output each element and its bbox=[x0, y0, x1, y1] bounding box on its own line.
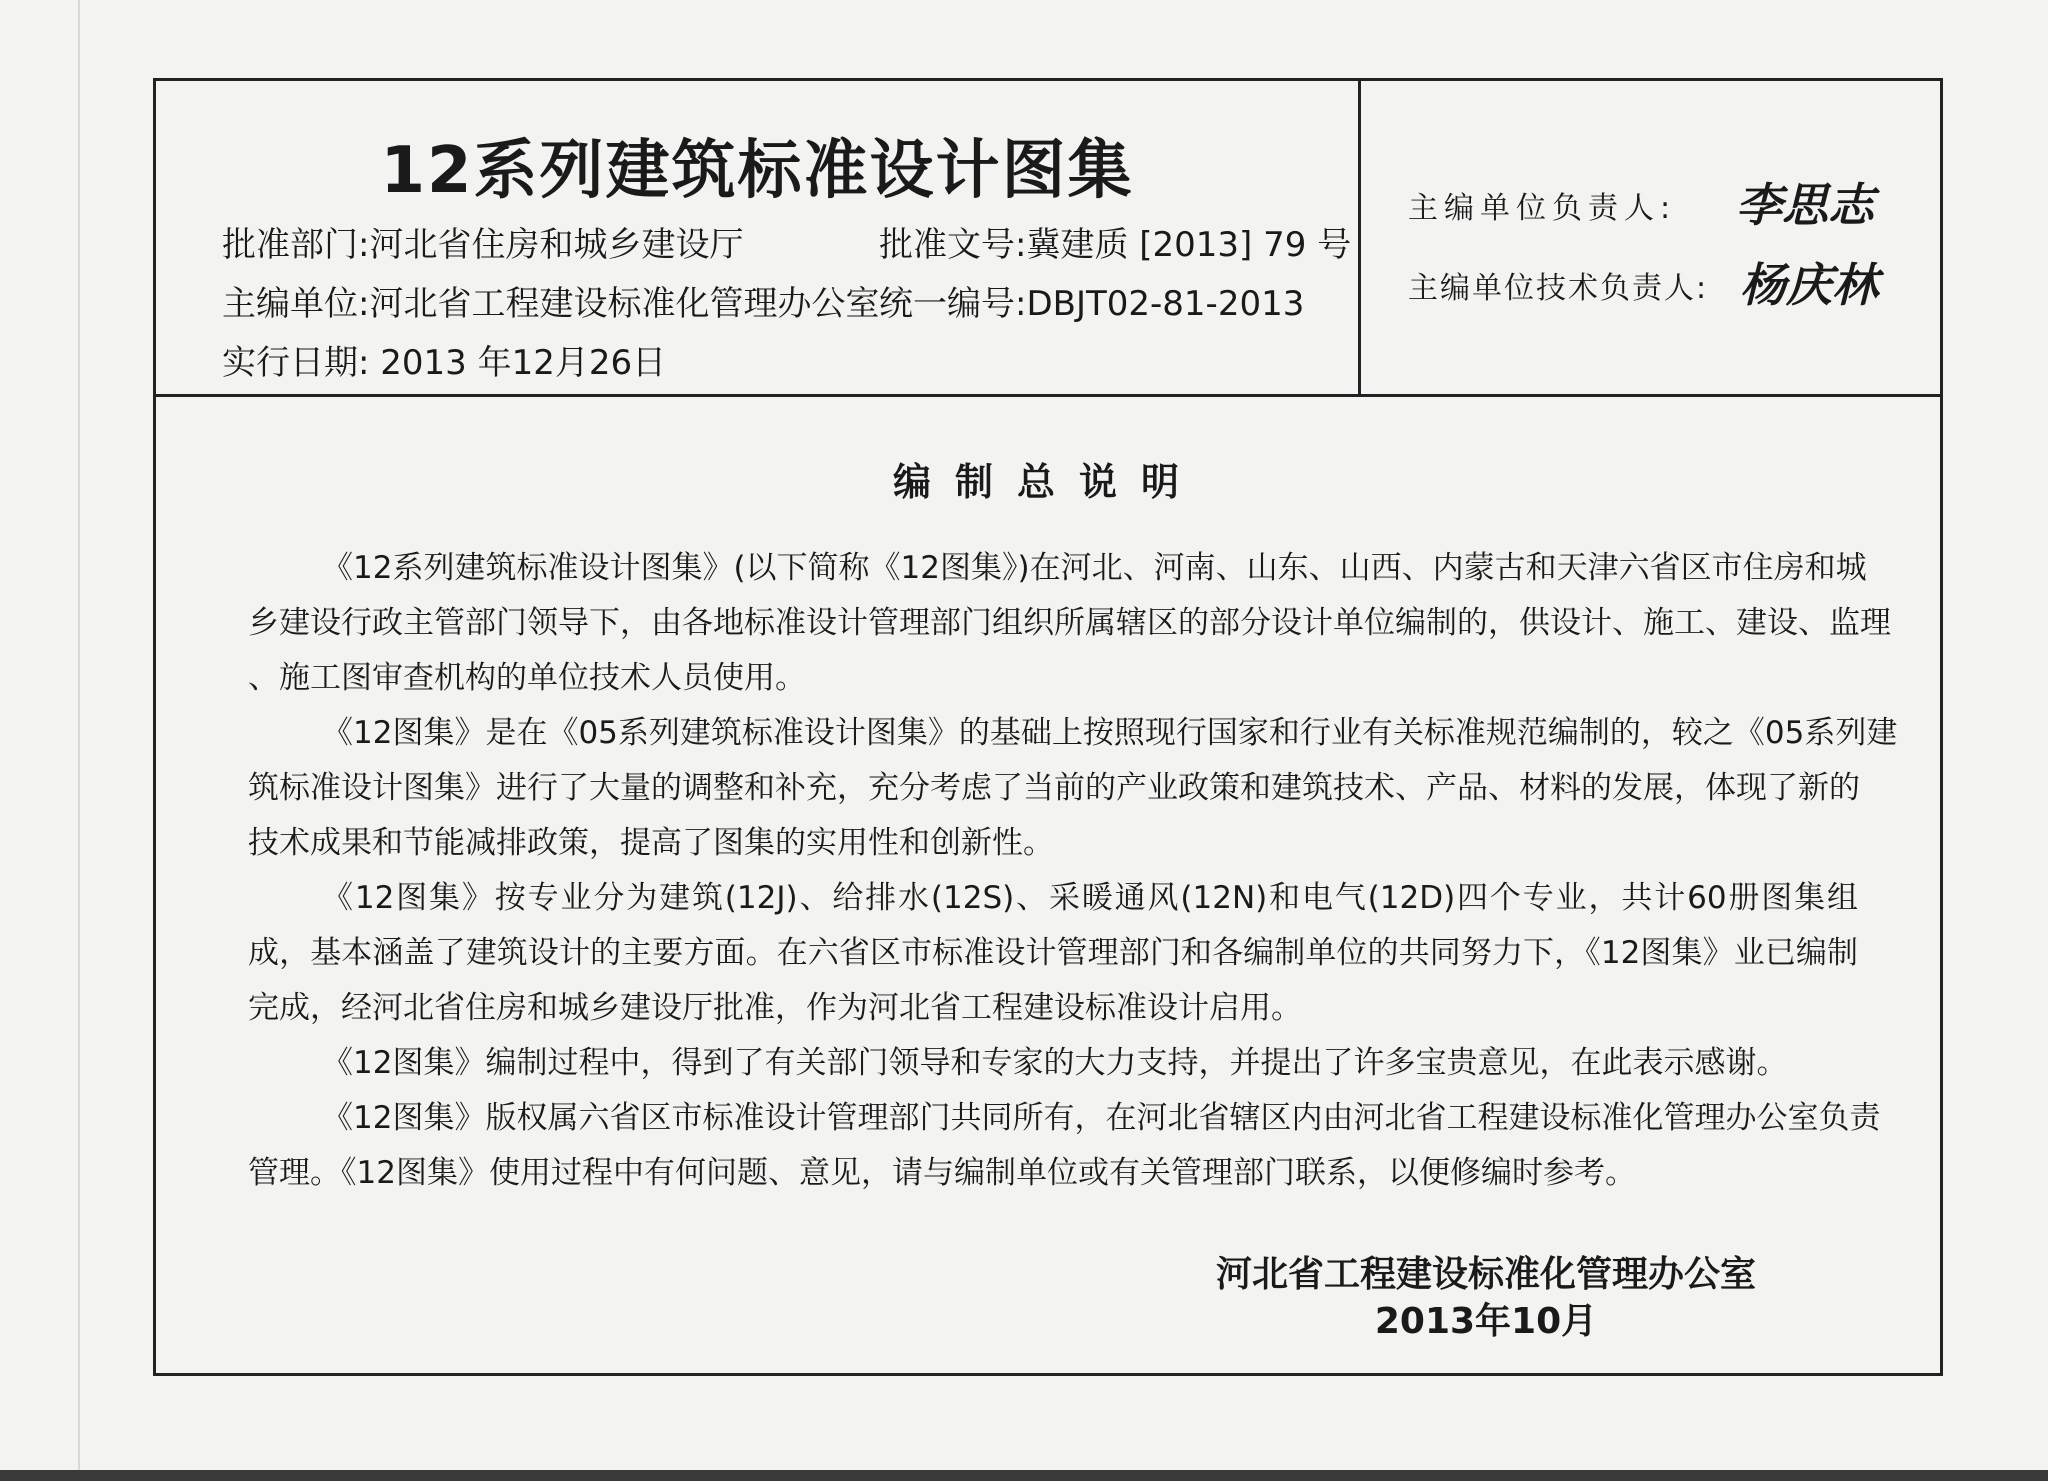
paragraph-line: 《12图集》版权属六省区市标准设计管理部门共同所有，在河北省辖区内由河北省工程建设标准化管理办公室负责 bbox=[322, 1100, 1881, 1136]
paragraph-line: 《12图集》按专业分为建筑(12J)、给排水(12S)、采暖通风(12N)和电气(12D)四个专业，共计60册图集组 bbox=[322, 880, 1858, 916]
paragraph-line: 筑标准设计图集》进行了大量的调整和补充，充分考虑了当前的产业政策和建筑技术、产品、材料的发展，体现了新的 bbox=[248, 770, 1860, 806]
approval-dept: 批准部门:河北省住房和城乡建设厅 bbox=[222, 225, 744, 265]
paragraph-line: 成，基本涵盖了建筑设计的主要方面。在六省区市标准设计管理部门和各编制单位的共同努力下，《12图集》业已编制 bbox=[248, 935, 1858, 971]
section-heading: 编制总说明 bbox=[892, 460, 1203, 504]
paragraph-line: 、施工图审查机构的单位技术人员使用。 bbox=[248, 660, 806, 696]
tech-head-label: 主编单位技术负责人: bbox=[1408, 271, 1709, 306]
unit-head-label: 主编单位负责人: bbox=[1408, 191, 1677, 226]
paragraph-line: 乡建设行政主管部门领导下，由各地标准设计管理部门组织所属辖区的部分设计单位编制的，供设计、施工、建设、监理 bbox=[248, 605, 1891, 641]
editor-unit: 主编单位:河北省工程建设标准化管理办公室 bbox=[222, 284, 880, 324]
page-edge bbox=[78, 0, 80, 1481]
paragraph bbox=[248, 541, 1891, 706]
divider-horizontal bbox=[156, 394, 1940, 397]
paragraph-line: 完成，经河北省住房和城乡建设厅批准，作为河北省工程建设标准设计启用。 bbox=[248, 990, 1302, 1026]
paragraph-line: 《12图集》编制过程中，得到了有关部门领导和专家的大力支持，并提出了许多宝贵意见，在此表示感谢。 bbox=[322, 1045, 1788, 1081]
paragraph-line: 管理。《12图集》使用过程中有何问题、意见，请与编制单位或有关管理部门联系，以便修编时参考。 bbox=[248, 1155, 1636, 1191]
explanation-body bbox=[248, 541, 1898, 1201]
signoff-date: 2013年10月 bbox=[1374, 1301, 1598, 1342]
unit-head-signature: 李思志 bbox=[1736, 178, 1874, 232]
approval-doc-number: 批准文号:冀建质 [2013] 79 号 bbox=[879, 225, 1352, 265]
effective-date: 实行日期: 2013 年12月26日 bbox=[222, 343, 667, 383]
paragraph-line: 技术成果和节能减排政策，提高了图集的实用性和创新性。 bbox=[248, 825, 1054, 861]
paragraph-line: 《12图集》是在《05系列建筑标准设计图集》的基础上按照现行国家和行业有关标准规范编制的，较之《05系列建 bbox=[322, 715, 1898, 751]
divider-vertical bbox=[1358, 81, 1361, 397]
unified-number: 统一编号:DBJT02-81-2013 bbox=[879, 284, 1305, 324]
signoff-org: 河北省工程建设标准化管理办公室 bbox=[1215, 1254, 1756, 1295]
paragraph bbox=[248, 706, 1898, 871]
paragraph bbox=[248, 1091, 1881, 1201]
document-title: 12系列建筑标准设计图集 bbox=[380, 134, 1134, 208]
paragraph-line: 《12系列建筑标准设计图集》(以下简称《12图集》)在河北、河南、山东、山西、内蒙古和天津六省区市住房和城 bbox=[322, 550, 1867, 586]
tech-head-signature: 杨庆林 bbox=[1740, 258, 1878, 312]
scan-edge bbox=[0, 1470, 2048, 1481]
document-frame bbox=[153, 78, 1943, 1376]
paragraph bbox=[248, 1036, 1858, 1091]
paragraph bbox=[248, 871, 1858, 1036]
